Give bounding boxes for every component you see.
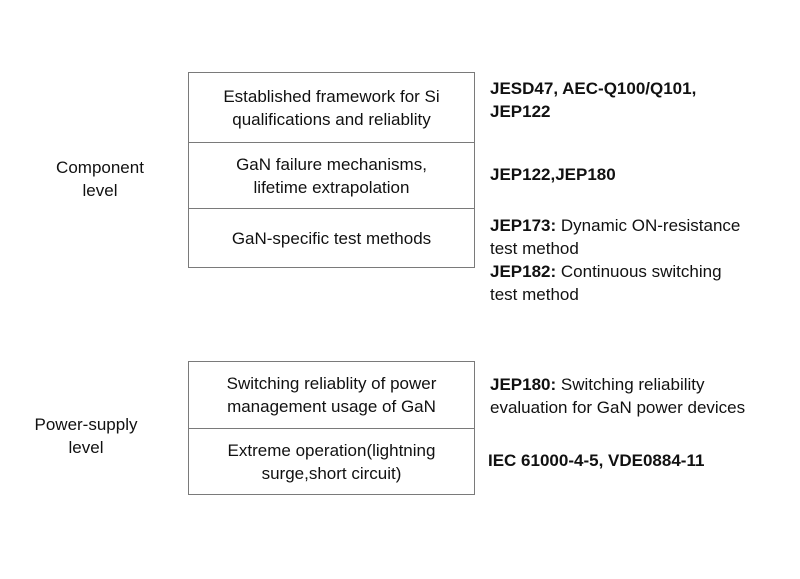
cell-gan-test-methods: GaN-specific test methods (189, 208, 474, 267)
cell-extreme-operation: Extreme operation(lightning surge,short circuit) (189, 428, 474, 494)
standards-gan-failure: JEP122,JEP180 (490, 165, 616, 184)
standard-code-jep173: JEP173: (490, 216, 557, 235)
standard-code-jep180: JEP180: (490, 375, 557, 394)
component-level-label: Component level (56, 158, 144, 200)
standards-si-framework: JESD47, AEC-Q100/Q101, JEP122 (490, 79, 697, 121)
standard-code-jep182: JEP182: (490, 262, 557, 281)
cell-si-framework: Established framework for Si qualifications and reliablity (223, 86, 440, 129)
standards-switching-reliability: JEP180: Switching reliability evaluation for GaN power devices (490, 375, 746, 417)
standards-gan-test-methods: JEP173: Dynamic ON-resistance test method JEP182: Continuous switching test method (490, 216, 741, 304)
cell-switching-reliability: Switching reliablity of power management usage of GaN (226, 374, 437, 416)
component-level-box (188, 72, 475, 268)
power-supply-level-box (188, 361, 475, 495)
standards-extreme-operation: IEC 61000-4-5, VDE0884-11 (488, 451, 705, 470)
cell-gan-failure-mechanisms: GaN failure mechanisms, lifetime extrapolation (189, 142, 474, 208)
power-supply-level-label: Power-supply level (34, 415, 138, 457)
